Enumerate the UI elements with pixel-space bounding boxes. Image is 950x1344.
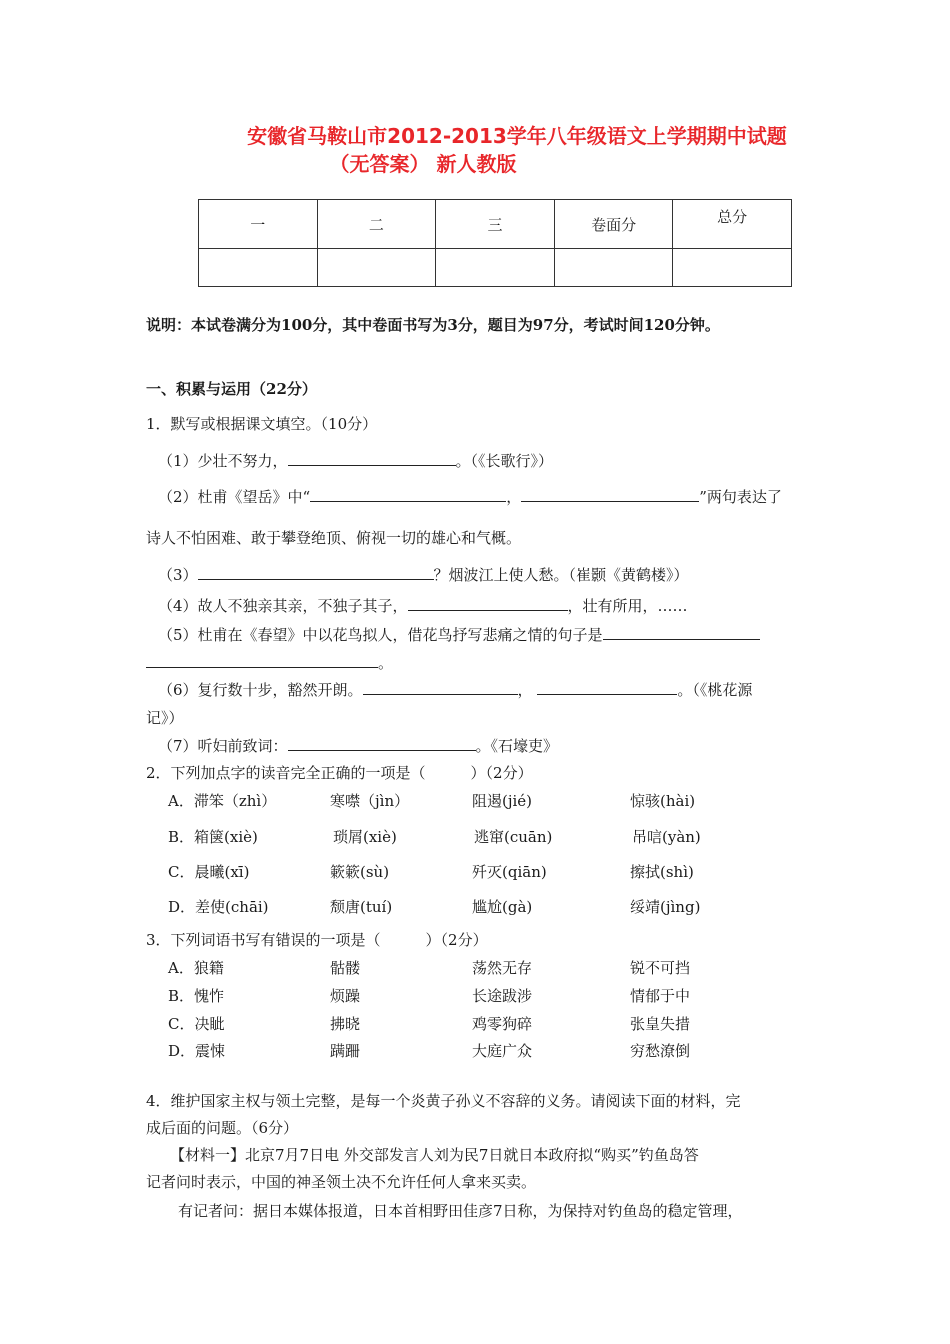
score-header-total: 总分 — [673, 200, 792, 249]
q4-material-1: 【材料一】北京7月7日电 外交部发言人刘为民7日就日本政府拟“购买”钓鱼岛答 — [170, 1146, 699, 1164]
q2-word: 绥靖(jìng) — [630, 898, 701, 916]
q2-option-c[interactable]: C．晨曦(xī) — [168, 863, 250, 881]
q1-item-2: （2）杜甫《望岳》中“ ， ”两句表达了 — [158, 488, 782, 506]
q3-option-a[interactable]: A．狼籍 — [168, 959, 224, 977]
q3-word: 情郁于中 — [630, 987, 691, 1005]
q3-word: 烦躁 — [330, 987, 361, 1005]
q1-item-4: （4）故人不独亲其亲，不独子其子， ，壮有所用，…… — [158, 597, 688, 615]
exam-title-line2: （无答案） 新人教版 — [329, 152, 517, 176]
score-cell-total[interactable] — [673, 249, 792, 287]
q3-option-c[interactable]: C．决眦 — [168, 1015, 225, 1033]
answer-blank[interactable] — [603, 625, 760, 640]
q2-word: 琐屑(xiè) — [333, 828, 397, 846]
score-cell-2[interactable] — [317, 249, 436, 287]
answer-blank[interactable] — [146, 653, 378, 668]
q2-word: 逃窜(cuān) — [474, 828, 553, 846]
q2-word: 吊唁(yàn) — [632, 828, 701, 846]
q3-word: 锐不可挡 — [630, 959, 691, 977]
q1-item-5-cont: 。 — [146, 652, 393, 674]
q2-option-a[interactable]: A．滞笨（zhì） — [168, 792, 277, 810]
score-header-1: 一 — [199, 200, 318, 249]
answer-blank[interactable] — [310, 487, 506, 502]
q3-word: 拂晓 — [330, 1015, 361, 1033]
answer-blank[interactable] — [521, 487, 699, 502]
q4-line-2: 成后面的问题。（6分） — [146, 1119, 299, 1137]
q3-option-b[interactable]: B．愧怍 — [168, 987, 225, 1005]
score-header-2: 二 — [317, 200, 436, 249]
q2-word: 歼灭(qiān) — [472, 863, 547, 881]
score-header-handwriting: 卷面分 — [554, 200, 673, 249]
q4-material-1-cont: 记者问时表示，中国的神圣领土决不允许任何人拿来买卖。 — [146, 1173, 537, 1191]
q3-word: 穷愁潦倒 — [630, 1042, 691, 1060]
q3-word: 长途跋涉 — [472, 987, 533, 1005]
q2-word: 惊骇(hài) — [630, 792, 696, 810]
answer-blank[interactable] — [198, 565, 434, 580]
q2-stem: 2．下列加点字的读音完全正确的一项是（ ）（2分） — [146, 764, 533, 782]
q2-word: 寒噤（jìn） — [330, 792, 410, 810]
q1-item-3: （3） ？烟波江上使人愁。（崔颢《黄鹤楼》） — [158, 566, 689, 584]
section-heading-1: 一、积累与运用（22分） — [146, 380, 317, 398]
answer-blank[interactable] — [363, 680, 518, 695]
q1-item-6: （6）复行数十步，豁然开朗。 ， 。（《桃花源 — [158, 681, 753, 699]
q2-word: 阻遏(jié) — [472, 792, 533, 810]
q3-word: 骷髅 — [330, 959, 361, 977]
exam-title-line1: 安徽省马鞍山市2012-2013学年八年级语文上学期期中试题 — [247, 124, 787, 148]
q1-item-7: （7）听妇前致词： 。《石壕吏》 — [158, 737, 559, 755]
answer-blank[interactable] — [288, 736, 476, 751]
score-header-3: 三 — [436, 200, 555, 249]
q2-option-d[interactable]: D．差使(chāi) — [168, 898, 269, 916]
q1-item-6-cont: 记》） — [146, 709, 184, 727]
q3-option-d[interactable]: D．震悚 — [168, 1042, 226, 1060]
q1-item-5: （5）杜甫在《春望》中以花鸟拟人，借花鸟抒写悲痛之情的句子是 — [158, 624, 760, 646]
score-table — [198, 199, 792, 287]
q3-stem: 3．下列词语书写有错误的一项是（ ）（2分） — [146, 931, 488, 949]
q2-word: 擦拭(shì) — [630, 863, 694, 881]
q3-word: 荡然无存 — [472, 959, 533, 977]
score-cell-3[interactable] — [436, 249, 555, 287]
q3-word: 大庭广众 — [472, 1042, 533, 1060]
q4-line-1: 4．维护国家主权与领土完整，是每一个炎黄子孙义不容辞的义务。请阅读下面的材料，完 — [146, 1092, 741, 1110]
q2-word: 颓唐(tuí) — [330, 898, 393, 916]
answer-blank[interactable] — [288, 451, 456, 466]
q3-word: 鸡零狗碎 — [472, 1015, 533, 1033]
q2-word: 尴尬(gà) — [472, 898, 533, 916]
q1-item-2-cont: 诗人不怕困难、敢于攀登绝顶、俯视一切的雄心和气概。 — [146, 529, 522, 547]
q2-word: 簌簌(sù) — [330, 863, 390, 881]
answer-blank[interactable] — [537, 680, 677, 695]
q3-word: 蹒跚 — [330, 1042, 361, 1060]
q3-word: 张皇失措 — [630, 1015, 691, 1033]
q2-option-b[interactable]: B．箱箧(xiè) — [168, 828, 258, 846]
score-cell-handwriting[interactable] — [554, 249, 673, 287]
q1-item-1: （1）少壮不努力， 。（《长歌行》） — [158, 452, 554, 470]
score-cell-1[interactable] — [199, 249, 318, 287]
answer-blank[interactable] — [408, 596, 568, 611]
q4-material-1-question: 有记者问：据日本媒体报道，日本首相野田佳彦7日称，为保持对钓鱼岛的稳定管理， — [178, 1202, 743, 1220]
exam-note: 说明：本试卷满分为100分，其中卷面书写为3分，题目为97分，考试时间120分钟。 — [146, 316, 720, 334]
q1-stem: 1．默写或根据课文填空。（10分） — [146, 415, 378, 433]
